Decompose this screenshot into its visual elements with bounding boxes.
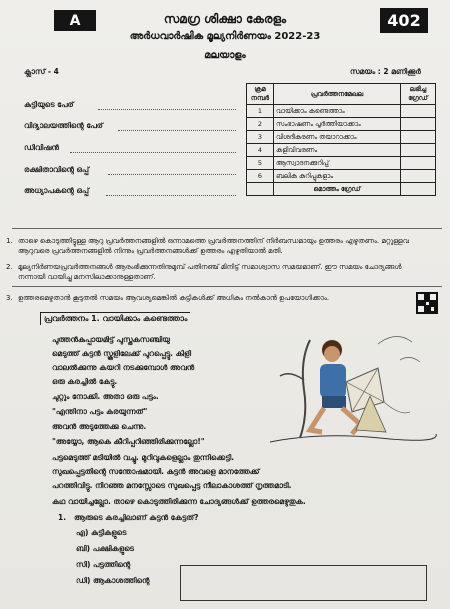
option-b[interactable]: ബി) പക്ഷികളുടെ: [76, 544, 134, 553]
answer-box[interactable]: [180, 565, 427, 601]
instruction-2: 2. മൂല്യനിർണയപ്രവർത്തനങ്ങൾ ആരംഭിക്കുന്നതിനുമുമ്പ് പതിനഞ്ച് മിനിട്ട് സമാശ്വാസ സമയമാണ്. ഈ സമയം ചോദ്യങ്ങൾ നന്നായി വായിച്ചു മനസിലാക്കാനുള്ളതാണ്.: [6, 263, 402, 281]
table-row: 1 വായിക്കാം കണ്ടെത്താം: [247, 105, 436, 118]
story-line: അവൻ അടുത്തേക്കു ചെന്നു.: [52, 422, 147, 431]
field-student-name: കുട്ടിയുടെ പേര്: [24, 100, 74, 109]
story-full-line: പട്ടമെടുത്ത് മടിയിൽ വച്ചു. മുറിവുകളെല്ലാം തുന്നിക്കെട്ടി.: [52, 453, 235, 462]
option-d[interactable]: ഡി) ആകാശത്തിന്റെ: [76, 576, 150, 585]
field-school-name: വിദ്യാലയത്തിന്റെ പേര്: [24, 121, 103, 130]
grade-cell[interactable]: [401, 131, 436, 144]
grade-cell[interactable]: [401, 118, 436, 131]
instruction-1: 1. താഴെ കൊടുത്തിട്ടുള്ള ആറു പ്രവർത്തനങ്ങളിൽ ഒന്നാമത്തെ പ്രവർത്തനത്തിന് നിർബന്ധമായും ഉത്തരം എഴുതണം. മറ്റുള്ളവ ആറുവരെ പ്രവർത്തനങ്ങളിൽ നിന്നും പ്രവർത്തനങ്ങൾക്ക് ഉത്തരം എഴുതിയാൽ മതി.: [6, 237, 409, 255]
divider: [12, 228, 442, 229]
field-school-name-line[interactable]: [118, 130, 236, 131]
field-student-name-line[interactable]: [98, 109, 236, 110]
total-grade-cell[interactable]: [401, 183, 436, 196]
subject-title: മലയാളം: [204, 50, 246, 61]
field-teacher-signature-line[interactable]: [106, 195, 236, 196]
story-full-line: സുഖപ്പെട്ടതിന്റെ സന്തോഷമായി. കുട്ടൻ അവളെ മാനത്തേക്ക്: [52, 467, 260, 476]
field-parent-signature-line[interactable]: [108, 174, 236, 175]
paper-code-badge: A: [54, 10, 96, 31]
story-full-line: പറത്തിവിട്ടു. നിറഞ്ഞ മനസ്സോടെ സുഖപ്പെട്ട നീലാകാശത്ത് നൃത്തമാടി.: [52, 481, 292, 490]
table-row: 6 ബലിക കുറിപ്പുകളാം: [247, 170, 436, 183]
grade-table-header-area: പ്രവർത്തനമേഖല: [274, 84, 401, 105]
option-c[interactable]: സി) പട്ടത്തിന്റെ: [76, 560, 131, 569]
story-line: ഒരു കരച്ചിൽ കേട്ടു.: [52, 377, 118, 386]
grade-table-header-grade: ലഭിച്ച ഗ്രേഡ്: [401, 84, 436, 105]
boy-with-kite-illustration: [260, 320, 438, 452]
grade-cell[interactable]: [401, 170, 436, 183]
story-line: ചുറ്റും നോക്കി. അതാ ഒരു പട്ടം.: [52, 392, 159, 401]
activity-instruction: കഥ വായിച്ചല്ലോ. താഴെ കൊടുത്തിരിക്കുന്ന ചോദ്യങ്ങൾക്ക് ഉത്തരമെഴുതുക.: [52, 497, 306, 506]
field-teacher-signature: അധ്യാപകന്റെ ഒപ്പ്: [24, 186, 89, 195]
story-line: വാലൽക്കുന്നു കയറി നടക്കുമ്പോൾ അവൻ: [52, 363, 195, 372]
question-number: 1.: [58, 513, 67, 522]
org-title: സമഗ്ര ശിക്ഷാ കേരളം: [163, 12, 287, 26]
question-code-badge: 402: [380, 8, 428, 33]
field-division: ഡിവിഷൻ: [24, 143, 59, 152]
activity-heading: പ്രവർത്തനം 1. വായിക്കാം കണ്ടെത്താം: [40, 312, 190, 325]
field-parent-signature: രക്ഷിതാവിന്റെ ഒപ്പ്: [24, 165, 89, 174]
table-row: 3 വിശദീകരണം തയാറാക്കാം: [247, 131, 436, 144]
grade-cell[interactable]: [401, 144, 436, 157]
time-label: സമയം : 2 മണിക്കൂർ: [350, 67, 421, 76]
instruction-3: 3. ഉത്തരമെഴുതാൻ കൂടുതൽ സമയം ആവശ്യമെങ്കിൽ കുട്ടികൾക്ക് അധികം നൽകാൻ ഉപയോഗിക്കാം.: [6, 294, 330, 302]
field-division-line[interactable]: [70, 152, 236, 153]
story-line: "അയ്യോ, ആകെ കീറിപ്പറിഞ്ഞിരിക്കുന്നല്ലോ!": [52, 437, 205, 446]
exam-title: അർധവാർഷിക മൂല്യനിർണയം 2022-23: [129, 31, 321, 42]
grade-cell[interactable]: [401, 157, 436, 170]
grade-cell[interactable]: [401, 105, 436, 118]
divider: [12, 286, 442, 287]
option-a[interactable]: എ) കുട്ടികളുടെ: [76, 528, 127, 537]
table-row: 2 സംഭാഷണം പൂർത്തിയാക്കാം: [247, 118, 436, 131]
story-line: "എന്തിനാ പട്ടം കരയുന്നത്": [52, 407, 148, 416]
story-line: പുത്തൻകുപ്പായമിട്ട് പുസ്തകസഞ്ചിയു: [52, 335, 170, 344]
table-row: 4 കളിവിവരണം: [247, 144, 436, 157]
qr-code-icon: [416, 292, 438, 314]
table-row: 5 ആസ്വാദനക്കുറിപ്പ്: [247, 157, 436, 170]
table-row-total: മൊത്തം ഗ്രേഡ്: [247, 183, 436, 196]
grade-table: [246, 83, 436, 196]
class-label: ക്ലാസ് - 4: [24, 67, 59, 76]
question-text: ആരുടെ കരച്ചിലാണ് കുട്ടൻ കേട്ടത്?: [74, 513, 199, 522]
story-line: മെടുത്ത് കുട്ടൻ സ്കൂളിലേക്ക് പുറപ്പെട്ടു. കിളി: [52, 349, 192, 358]
grade-table-header-no: ക്രമ നമ്പർ: [247, 84, 274, 105]
